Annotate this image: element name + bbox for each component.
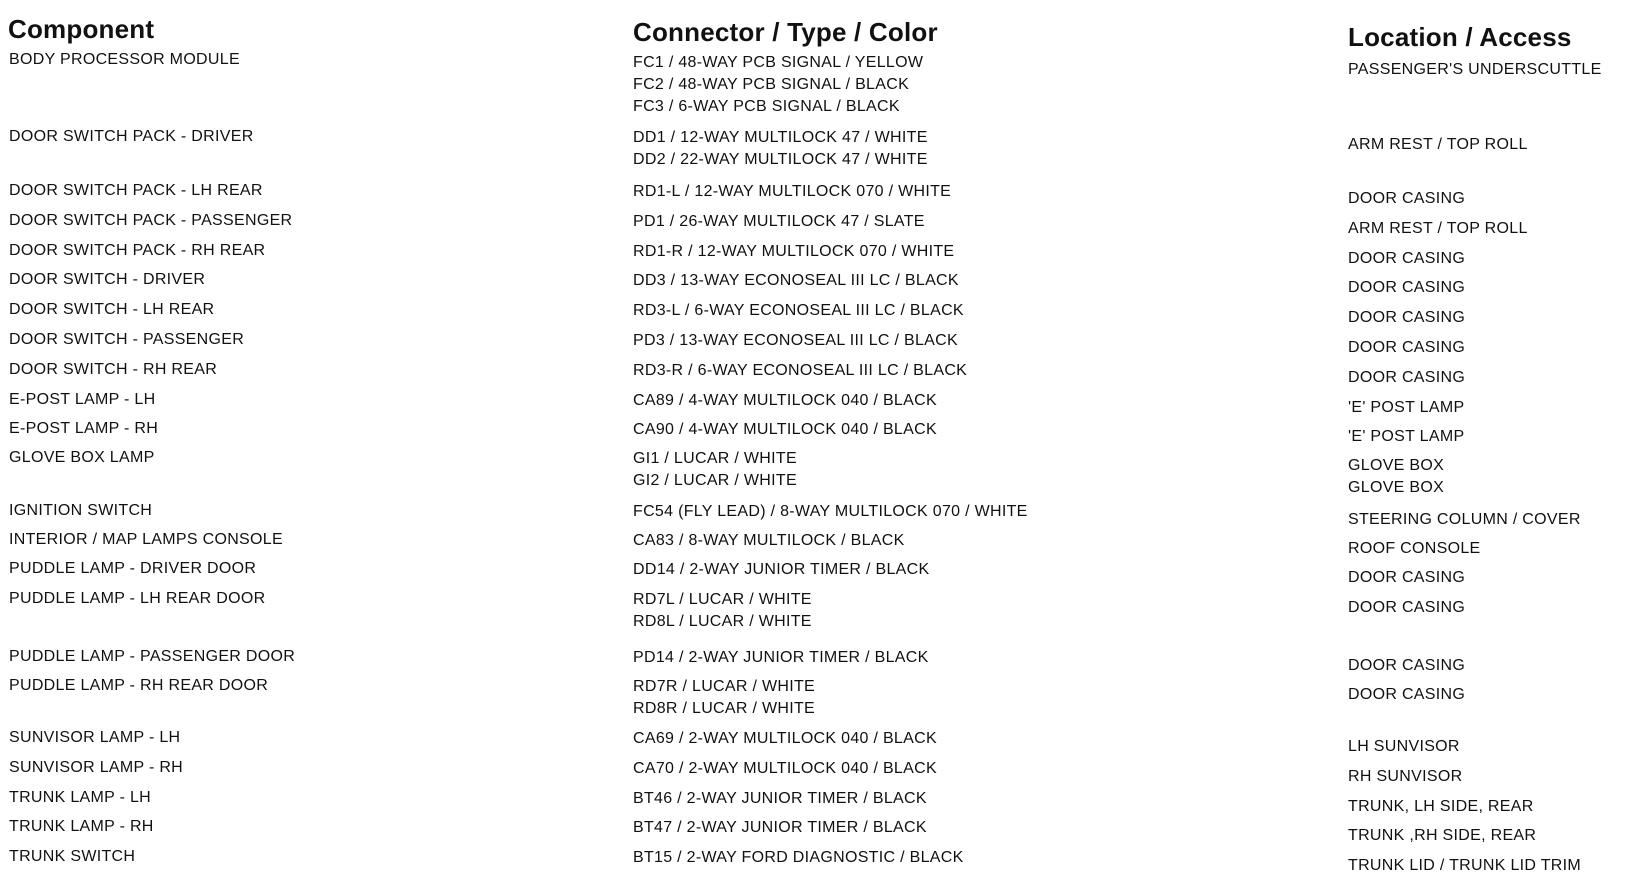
- connector-cell-line: CA83 / 8-WAY MULTILOCK / BLACK: [633, 532, 905, 549]
- connector-cell-line: RD7R / LUCAR / WHITE: [633, 678, 816, 695]
- component-cell: [9, 240, 265, 262]
- connector-cell: [633, 728, 937, 750]
- location-cell: [1348, 455, 1444, 499]
- component-cell-line: PUDDLE LAMP - DRIVER DOOR: [9, 560, 257, 577]
- connector-cell-line: RD3-L / 6-WAY ECONOSEAL III LC / BLACK: [633, 302, 964, 319]
- component-cell: [9, 269, 205, 291]
- component-cell-line: BODY PROCESSOR MODULE: [9, 51, 240, 68]
- location-cell: [1348, 567, 1465, 589]
- connector-cell: [633, 676, 815, 720]
- component-cell: [9, 329, 244, 351]
- component-cell-line: PUDDLE LAMP - RH REAR DOOR: [9, 677, 269, 694]
- component-cell-line: GLOVE BOX LAMP: [9, 449, 155, 466]
- location-cell-line: 'E' POST LAMP: [1348, 399, 1465, 416]
- connector-cell-line: GI1 / LUCAR / WHITE: [633, 450, 797, 467]
- connector-cell: [633, 360, 967, 382]
- location-cell: [1348, 855, 1581, 877]
- connector-cell-line: FC54 (FLY LEAD) / 8-WAY MULTILOCK 070 / WHITE: [633, 503, 1028, 520]
- component-cell-line: DOOR SWITCH - LH REAR: [9, 301, 215, 318]
- component-cell: [9, 299, 214, 321]
- connector-cell: [633, 817, 927, 839]
- component-cell: [9, 126, 254, 148]
- connector-cell-line: BT46 / 2-WAY JUNIOR TIMER / BLACK: [633, 790, 927, 807]
- location-cell-line: DOOR CASING: [1348, 599, 1466, 616]
- location-cell-line: DOOR CASING: [1348, 686, 1466, 703]
- location-cell: [1348, 796, 1534, 818]
- location-cell: [1348, 248, 1465, 270]
- component-cell: [9, 787, 151, 809]
- location-cell-line: RH SUNVISOR: [1348, 768, 1463, 785]
- connector-cell: [633, 181, 951, 203]
- location-cell-line: DOOR CASING: [1348, 279, 1466, 296]
- location-cell-line: ROOF CONSOLE: [1348, 540, 1481, 557]
- connector-cell-line: PD3 / 13-WAY ECONOSEAL III LC / BLACK: [633, 332, 958, 349]
- component-cell: [9, 500, 152, 522]
- location-cell-line: TRUNK LID / TRUNK LID TRIM: [1348, 857, 1582, 874]
- component-cell: [9, 418, 158, 440]
- component-cell-line: DOOR SWITCH - DRIVER: [9, 271, 206, 288]
- connector-cell-line: DD14 / 2-WAY JUNIOR TIMER / BLACK: [633, 561, 930, 578]
- location-cell: [1348, 538, 1481, 560]
- connector-header: Connector / Type / Color: [633, 17, 938, 47]
- location-cell-line: DOOR CASING: [1348, 339, 1466, 356]
- connector-cell: [633, 501, 1028, 523]
- location-cell-line: DOOR CASING: [1348, 369, 1466, 386]
- component-header: Component: [8, 14, 155, 44]
- component-cell-line: PUDDLE LAMP - LH REAR DOOR: [9, 590, 266, 607]
- connector-cell-line: DD3 / 13-WAY ECONOSEAL III LC / BLACK: [633, 272, 959, 289]
- connector-cell-line: CA90 / 4-WAY MULTILOCK 040 / BLACK: [633, 421, 937, 438]
- connector-cell-line: RD1-L / 12-WAY MULTILOCK 070 / WHITE: [633, 183, 952, 200]
- connector-cell: [633, 330, 958, 352]
- connector-cell: [633, 127, 928, 171]
- component-cell-line: DOOR SWITCH PACK - LH REAR: [9, 182, 263, 199]
- location-cell: [1348, 337, 1465, 359]
- connector-cell: [633, 52, 923, 118]
- connector-cell: [633, 270, 959, 292]
- connector-cell: [633, 390, 937, 412]
- location-cell: [1348, 597, 1465, 619]
- location-cell-line: TRUNK, LH SIDE, REAR: [1348, 798, 1534, 815]
- connector-cell-line: RD3-R / 6-WAY ECONOSEAL III LC / BLACK: [633, 362, 968, 379]
- location-cell: [1348, 684, 1465, 706]
- location-cell-line: DOOR CASING: [1348, 190, 1466, 207]
- connector-cell: [633, 211, 925, 233]
- component-cell: [9, 447, 155, 469]
- component-cell-line: IGNITION SWITCH: [9, 502, 153, 519]
- connector-cell-line: RD7L / LUCAR / WHITE: [633, 591, 812, 608]
- location-cell-line: ARM REST / TOP ROLL: [1348, 136, 1528, 153]
- location-cell: [1348, 825, 1536, 847]
- component-cell-line: SUNVISOR LAMP - RH: [9, 759, 184, 776]
- component-cell: [9, 816, 154, 838]
- connector-cell: [633, 300, 964, 322]
- connector-cell-line: DD2 / 22-WAY MULTILOCK 47 / WHITE: [633, 151, 928, 168]
- location-cell-line: 'E' POST LAMP: [1348, 428, 1465, 445]
- connector-cell: [633, 847, 964, 869]
- component-cell: [9, 210, 292, 232]
- location-cell: [1348, 188, 1465, 210]
- component-cell: [9, 675, 268, 697]
- connector-cell-line: CA69 / 2-WAY MULTILOCK 040 / BLACK: [633, 730, 937, 747]
- connector-cell: [633, 241, 954, 263]
- connector-cell-line: GI2 / LUCAR / WHITE: [633, 472, 797, 489]
- component-cell-line: DOOR SWITCH - RH REAR: [9, 361, 218, 378]
- location-cell: [1348, 655, 1465, 677]
- location-cell-line: ARM REST / TOP ROLL: [1348, 220, 1528, 237]
- connector-cell-line: PD1 / 26-WAY MULTILOCK 47 / SLATE: [633, 213, 925, 230]
- connector-cell-line: FC1 / 48-WAY PCB SIGNAL / YELLOW: [633, 54, 924, 71]
- location-cell: [1348, 736, 1460, 758]
- connector-cell-line: CA70 / 2-WAY MULTILOCK 040 / BLACK: [633, 760, 937, 777]
- component-cell-line: TRUNK LAMP - LH: [9, 789, 152, 806]
- component-cell-line: DOOR SWITCH PACK - DRIVER: [9, 128, 254, 145]
- connector-cell-line: RD8R / LUCAR / WHITE: [633, 700, 816, 717]
- location-cell: [1348, 397, 1464, 419]
- component-cell: [9, 49, 240, 71]
- component-cell: [9, 529, 283, 551]
- location-cell: [1348, 367, 1465, 389]
- component-cell-line: DOOR SWITCH PACK - RH REAR: [9, 242, 266, 259]
- component-cell: [9, 588, 265, 610]
- location-cell: [1348, 218, 1528, 240]
- location-cell-line: GLOVE BOX: [1348, 479, 1445, 496]
- component-cell: [9, 558, 256, 580]
- component-cell-line: E-POST LAMP - RH: [9, 420, 159, 437]
- connector-cell: [633, 530, 905, 552]
- location-header: Location / Access: [1348, 22, 1572, 52]
- component-cell-line: E-POST LAMP - LH: [9, 391, 156, 408]
- component-cell-line: PUDDLE LAMP - PASSENGER DOOR: [9, 648, 296, 665]
- component-cell: [9, 846, 135, 868]
- component-cell: [9, 359, 217, 381]
- component-cell-line: DOOR SWITCH PACK - PASSENGER: [9, 212, 293, 229]
- connector-cell: [633, 788, 927, 810]
- connector-cell-line: RD8L / LUCAR / WHITE: [633, 613, 812, 630]
- connector-cell: [633, 559, 929, 581]
- connector-cell-line: BT15 / 2-WAY FORD DIAGNOSTIC / BLACK: [633, 849, 964, 866]
- location-cell: [1348, 59, 1602, 81]
- location-cell-line: DOOR CASING: [1348, 569, 1466, 586]
- location-cell-line: DOOR CASING: [1348, 250, 1466, 267]
- location-cell-line: DOOR CASING: [1348, 309, 1466, 326]
- connector-cell-line: BT47 / 2-WAY JUNIOR TIMER / BLACK: [633, 819, 927, 836]
- location-cell: [1348, 277, 1465, 299]
- component-cell-line: TRUNK LAMP - RH: [9, 818, 154, 835]
- location-cell: [1348, 509, 1581, 531]
- connector-cell: [633, 589, 812, 633]
- component-cell-line: SUNVISOR LAMP - LH: [9, 729, 181, 746]
- location-cell-line: STEERING COLUMN / COVER: [1348, 511, 1581, 528]
- connector-cell: [633, 448, 797, 492]
- component-cell: [9, 727, 180, 749]
- connector-cell: [633, 647, 929, 669]
- connector-cell: [633, 419, 937, 441]
- component-cell-line: TRUNK SWITCH: [9, 848, 136, 865]
- location-cell-line: GLOVE BOX: [1348, 457, 1445, 474]
- connector-cell-line: FC2 / 48-WAY PCB SIGNAL / BLACK: [633, 76, 910, 93]
- component-cell: [9, 757, 183, 779]
- connector-cell: [633, 758, 937, 780]
- component-cell: [9, 646, 295, 668]
- component-cell-line: INTERIOR / MAP LAMPS CONSOLE: [9, 531, 283, 548]
- location-cell: [1348, 307, 1465, 329]
- location-cell-line: TRUNK ,RH SIDE, REAR: [1348, 827, 1537, 844]
- location-cell: [1348, 766, 1462, 788]
- connector-cell-line: PD14 / 2-WAY JUNIOR TIMER / BLACK: [633, 649, 929, 666]
- location-cell: [1348, 134, 1528, 156]
- component-cell: [9, 180, 263, 202]
- component-cell: [9, 389, 155, 411]
- connector-cell-line: FC3 / 6-WAY PCB SIGNAL / BLACK: [633, 98, 900, 115]
- location-cell-line: DOOR CASING: [1348, 657, 1466, 674]
- location-cell: [1348, 426, 1464, 448]
- location-cell-line: LH SUNVISOR: [1348, 738, 1460, 755]
- component-cell-line: DOOR SWITCH - PASSENGER: [9, 331, 245, 348]
- connector-cell-line: CA89 / 4-WAY MULTILOCK 040 / BLACK: [633, 392, 937, 409]
- connector-cell-line: DD1 / 12-WAY MULTILOCK 47 / WHITE: [633, 129, 928, 146]
- connector-cell-line: RD1-R / 12-WAY MULTILOCK 070 / WHITE: [633, 243, 955, 260]
- location-cell-line: PASSENGER'S UNDERSCUTTLE: [1348, 61, 1602, 78]
